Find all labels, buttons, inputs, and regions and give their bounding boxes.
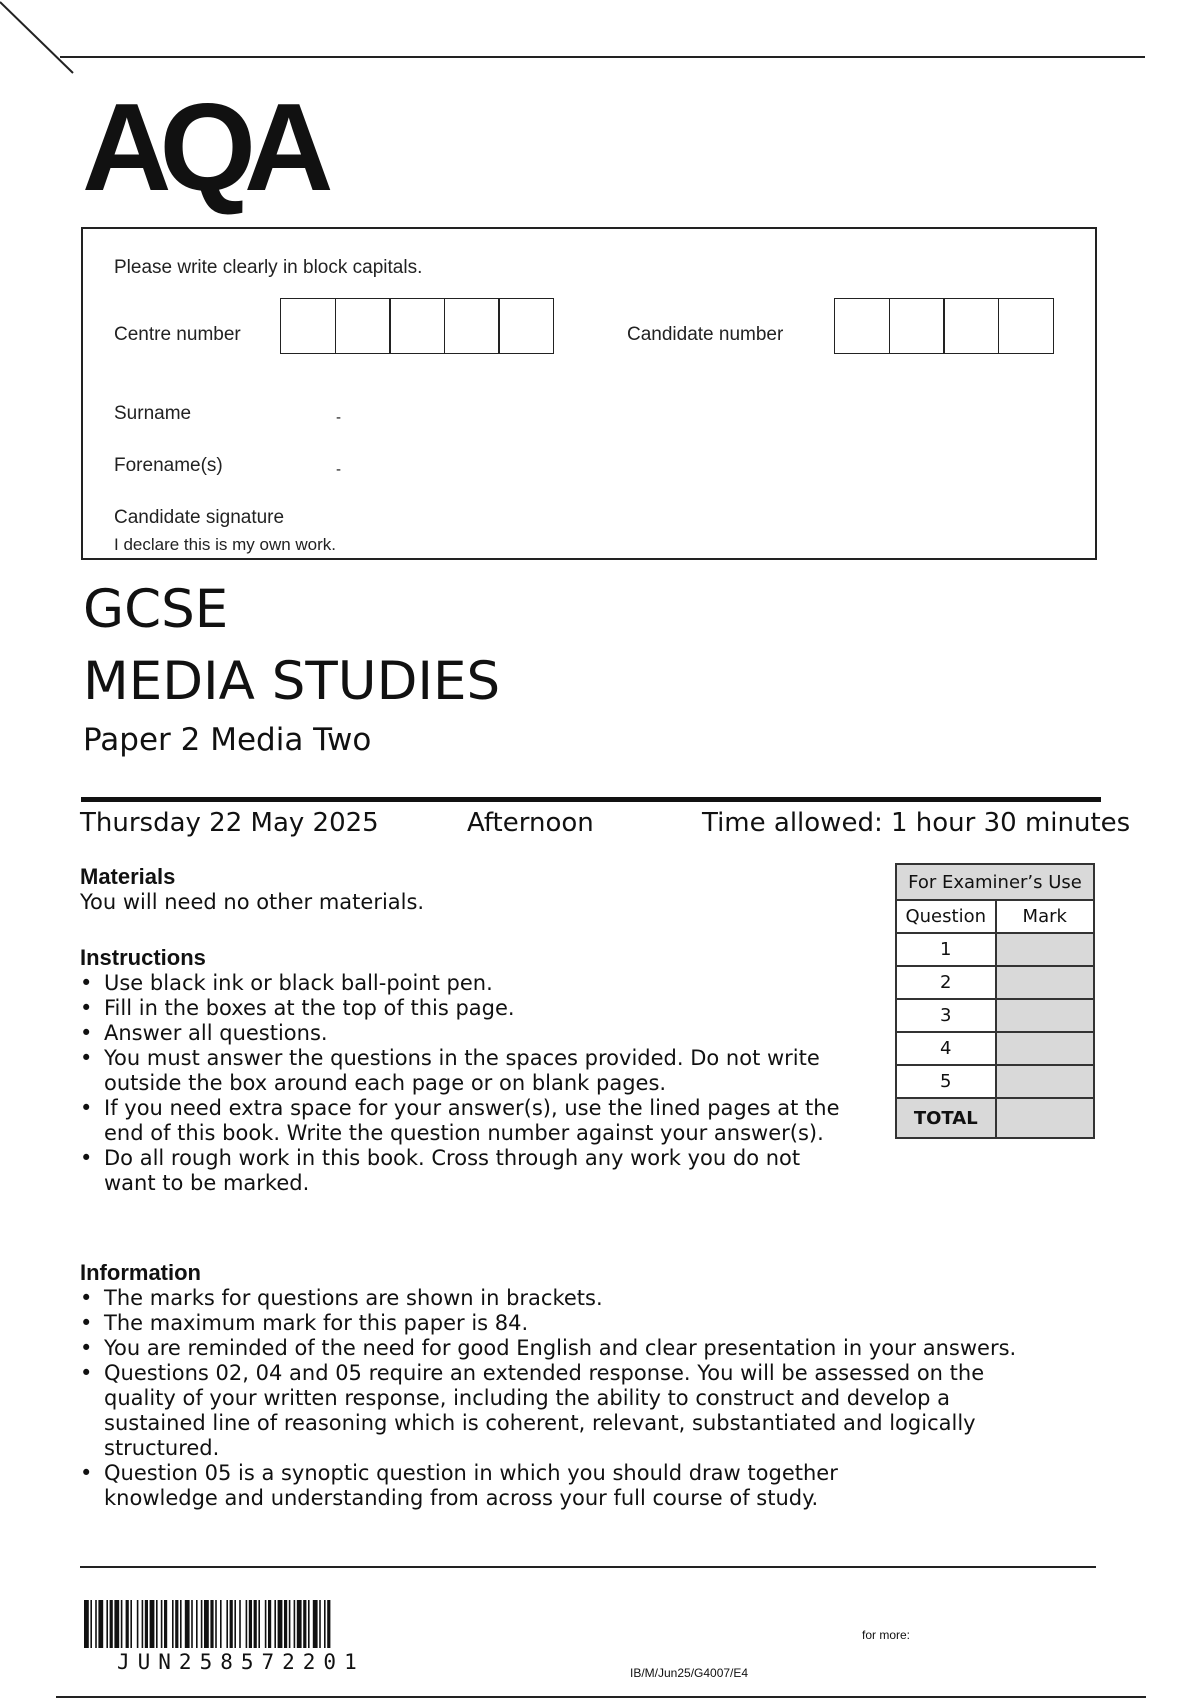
question-number: 4	[896, 1032, 996, 1065]
mark-cell	[996, 1065, 1095, 1098]
barcode-bar	[230, 1600, 233, 1648]
barcode-bar	[142, 1600, 144, 1648]
barcode-number: JUN258572201	[117, 1650, 365, 1674]
forename-label: Forename(s)	[114, 455, 223, 476]
surname-label: Surname	[114, 403, 192, 424]
signature-label: Candidate signature	[114, 507, 285, 528]
centre-number-digit[interactable]	[498, 298, 554, 354]
barcode-bar	[180, 1600, 182, 1648]
barcode-bar	[114, 1600, 119, 1648]
barcode-bar	[278, 1600, 283, 1648]
barcode-bar	[220, 1600, 222, 1648]
barcode-bar	[110, 1600, 113, 1648]
instructions-heading: Instructions	[80, 945, 206, 970]
barcode-bar	[327, 1600, 330, 1648]
barcode-bar	[268, 1600, 271, 1648]
surname-field[interactable]: -	[336, 410, 342, 426]
examiner-use-table	[895, 863, 1095, 1139]
declaration-text: I declare this is my own work.	[114, 535, 337, 554]
barcode-bar	[289, 1600, 291, 1648]
barcode-bar	[126, 1600, 129, 1648]
barcode-bar	[210, 1600, 213, 1648]
exam-date: Thursday 22 May 2025	[80, 808, 379, 838]
barcode-bar	[95, 1600, 97, 1648]
qualification-title: GCSE	[83, 579, 229, 640]
forename-field[interactable]: -	[336, 462, 342, 478]
barcode-bar	[265, 1600, 267, 1648]
top-rule	[60, 56, 1145, 58]
footer-rule	[56, 1696, 1146, 1698]
corner-diagonal-line	[0, 0, 100, 80]
materials-heading: Materials	[80, 864, 176, 889]
centre-number-digit[interactable]	[335, 298, 391, 354]
barcode-bar	[106, 1600, 108, 1648]
barcode-bar	[130, 1600, 132, 1648]
title-rule	[81, 797, 1101, 802]
information-heading: Information	[80, 1260, 201, 1285]
barcode-bar	[164, 1600, 167, 1648]
instructions-list	[80, 971, 855, 1196]
barcode-bar	[121, 1600, 123, 1648]
examiner-use-title: For Examiner’s Use	[896, 864, 1094, 900]
centre-number-boxes[interactable]	[280, 298, 554, 354]
question-column-header: Question	[896, 900, 996, 933]
barcode-bar	[90, 1600, 92, 1648]
barcode	[84, 1600, 474, 1650]
barcode-bar	[145, 1600, 148, 1648]
barcode-bar	[156, 1600, 158, 1648]
total-mark-cell	[996, 1098, 1095, 1138]
materials-text: You will need no other materials.	[80, 890, 425, 914]
mark-cell	[996, 966, 1095, 999]
barcode-bar	[161, 1600, 163, 1648]
candidate-number-digit[interactable]	[998, 298, 1054, 354]
barcode-bar	[274, 1600, 276, 1648]
barcode-bar	[297, 1600, 302, 1648]
barcode-bar	[98, 1600, 103, 1648]
barcode-bar	[215, 1600, 217, 1648]
instruction-item: • Do all rough work in this book. Cross through any work you do not want to be marked.	[80, 1146, 855, 1196]
instruction-item: • Use black ink or black ball-point pen.	[80, 971, 855, 996]
mark-cell	[996, 1032, 1095, 1065]
barcode-bar	[137, 1600, 139, 1648]
barcode-bar	[294, 1600, 296, 1648]
total-label: TOTAL	[896, 1098, 996, 1138]
instruction-item: • If you need extra space for your answer(s), use the lined pages at the end of this book. Write the question number against your answer(s).	[80, 1096, 855, 1146]
barcode-bar	[319, 1600, 321, 1648]
bottom-rule	[80, 1566, 1096, 1568]
information-item: • Question 05 is a synoptic question in which you should draw together knowledge and understanding from across your full course of study.	[80, 1461, 904, 1511]
barcode-bar	[234, 1600, 236, 1648]
barcode-bar	[324, 1600, 326, 1648]
candidate-number-digit[interactable]	[943, 298, 999, 354]
question-number: 2	[896, 966, 996, 999]
subject-title: MEDIA STUDIES	[83, 651, 501, 712]
candidate-number-boxes[interactable]	[834, 298, 1054, 354]
time-allowed: Time allowed: 1 hour 30 minutes	[702, 808, 1131, 838]
barcode-bar	[226, 1600, 228, 1648]
barcode-bar	[84, 1600, 89, 1648]
barcode-bar	[191, 1600, 193, 1648]
paper-title: Paper 2 Media Two	[83, 722, 372, 758]
information-item: • The marks for questions are shown in brackets.	[80, 1286, 1100, 1311]
barcode-bar	[172, 1600, 174, 1648]
barcode-bar	[201, 1600, 203, 1648]
centre-number-label: Centre number	[114, 324, 241, 345]
candidate-number-digit[interactable]	[889, 298, 945, 354]
barcode-bar	[284, 1600, 287, 1648]
instruction-item: • Answer all questions.	[80, 1021, 855, 1046]
mark-cell	[996, 933, 1095, 966]
centre-number-digit[interactable]	[444, 298, 500, 354]
exam-session: Afternoon	[467, 808, 594, 838]
question-number: 5	[896, 1065, 996, 1098]
information-list	[80, 1286, 1100, 1511]
for-more-text: for more:	[862, 1628, 911, 1642]
barcode-bar	[258, 1600, 260, 1648]
centre-number-digit[interactable]	[280, 298, 336, 354]
barcode-bar	[313, 1600, 318, 1648]
aqa-logo: AQA	[82, 79, 322, 217]
block-capitals-instruction: Please write clearly in block capitals.	[114, 257, 423, 278]
barcode-bar	[150, 1600, 155, 1648]
barcode-bar	[175, 1600, 178, 1648]
centre-number-digit[interactable]	[389, 298, 445, 354]
barcode-bar	[303, 1600, 306, 1648]
instruction-item: • Fill in the boxes at the top of this page.	[80, 996, 855, 1021]
instruction-item: • You must answer the questions in the spaces provided. Do not write outside the box around each page or on blank pages.	[80, 1046, 855, 1096]
barcode-bar	[249, 1600, 252, 1648]
question-number: 3	[896, 999, 996, 1032]
information-item: • You are reminded of the need for good English and clear presentation in your answers.	[80, 1336, 1100, 1361]
candidate-number-label: Candidate number	[627, 324, 784, 345]
barcode-bar	[196, 1600, 198, 1648]
barcode-bar	[239, 1600, 241, 1648]
mark-column-header: Mark	[996, 900, 1095, 933]
barcode-bar	[204, 1600, 209, 1648]
candidate-number-digit[interactable]	[834, 298, 890, 354]
barcode-bar	[185, 1600, 190, 1648]
information-item: • Questions 02, 04 and 05 require an extended response. You will be assessed on the quality of your written response, including the ability to construct and develop a sustained line of reasoning which is coherent, relevant, substantiated and logically structured.	[80, 1361, 1054, 1461]
barcode-bar	[308, 1600, 310, 1648]
paper-code: IB/M/Jun25/G4007/E4	[630, 1666, 749, 1680]
barcode-bar	[254, 1600, 257, 1648]
information-item: • The maximum mark for this paper is 84.	[80, 1311, 1100, 1336]
question-number: 1	[896, 933, 996, 966]
barcode-bar	[246, 1600, 248, 1648]
mark-cell	[996, 999, 1095, 1032]
